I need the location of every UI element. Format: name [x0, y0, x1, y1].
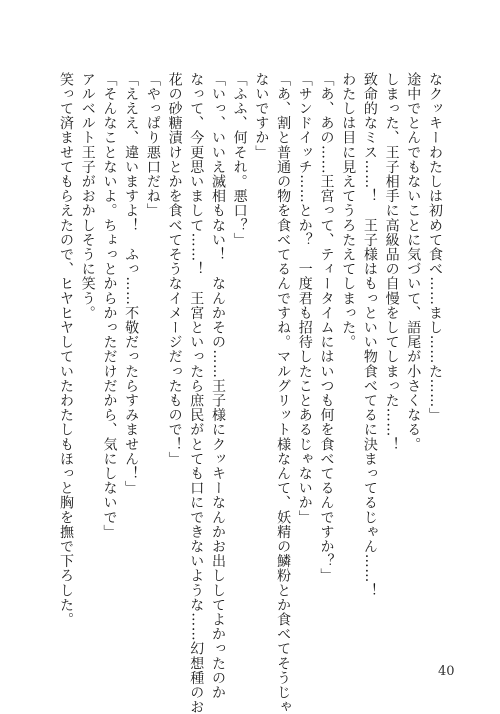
text-line: 「サンドイッチ……とか？ 一度君も招待したことあるじゃないか」	[296, 72, 313, 525]
text-line: 途中でとんでもないことに気づいて、語尾が小さくなる。	[405, 72, 422, 452]
text-line: なクッキーわたしは初めて食べ……まし……た……」	[427, 72, 443, 423]
text-line: 「あ、割と普通の物を食べてるんですね。マルグリット様なんて、妖精の鱗粉とか食べてそうじゃ	[275, 72, 292, 714]
text-line: 「いっ、いいえ滅相もない！ なんかその……王子様にクッキーなんかお出ししてよかったのか	[209, 72, 226, 700]
page-number: 40	[438, 664, 455, 679]
text-line: 笑って済ませてもらえたので、ヒヤヒヤしていたわたしもほっと胸を撫で下ろした。	[58, 72, 75, 627]
text-line: なって、今更思いまして……！ 王宮といったら庶民がとても口にできないような……幻想種のお	[188, 72, 205, 714]
text-line: ないですか」	[253, 72, 270, 160]
text-line: わたしは目に見えてうろたえてしまった。	[340, 72, 357, 350]
text-line: 「えええ、違いますよ！ ふっ……不敬だったらすみません！」	[123, 72, 140, 496]
text-line: 「そんなことないよ。ちょっとからかっただけだから、気にしないで」	[101, 72, 118, 540]
text-line: 花の砂糖漬けとかを食べてそうなイメージだったもので！」	[166, 72, 183, 467]
text-line: アルベルト王子がおかしそうに笑う。	[79, 72, 96, 321]
text-line: 致命的なミス……！ 王子様はもっといい物食べてるに決まってるじゃん……！	[361, 72, 378, 598]
text-line: 「ふふ、何それ。悪口？」	[231, 72, 248, 248]
text-line: 「あ、あの……王宮って、ティータイムにはいつも何を食べてるんですか？」	[318, 72, 335, 583]
text-line: 「やっぱり悪口だね」	[144, 72, 161, 218]
text-line: しまった、王子相手に高級品の自慢をしてしまった……！	[383, 72, 400, 452]
vertical-text-body	[54, 72, 445, 714]
